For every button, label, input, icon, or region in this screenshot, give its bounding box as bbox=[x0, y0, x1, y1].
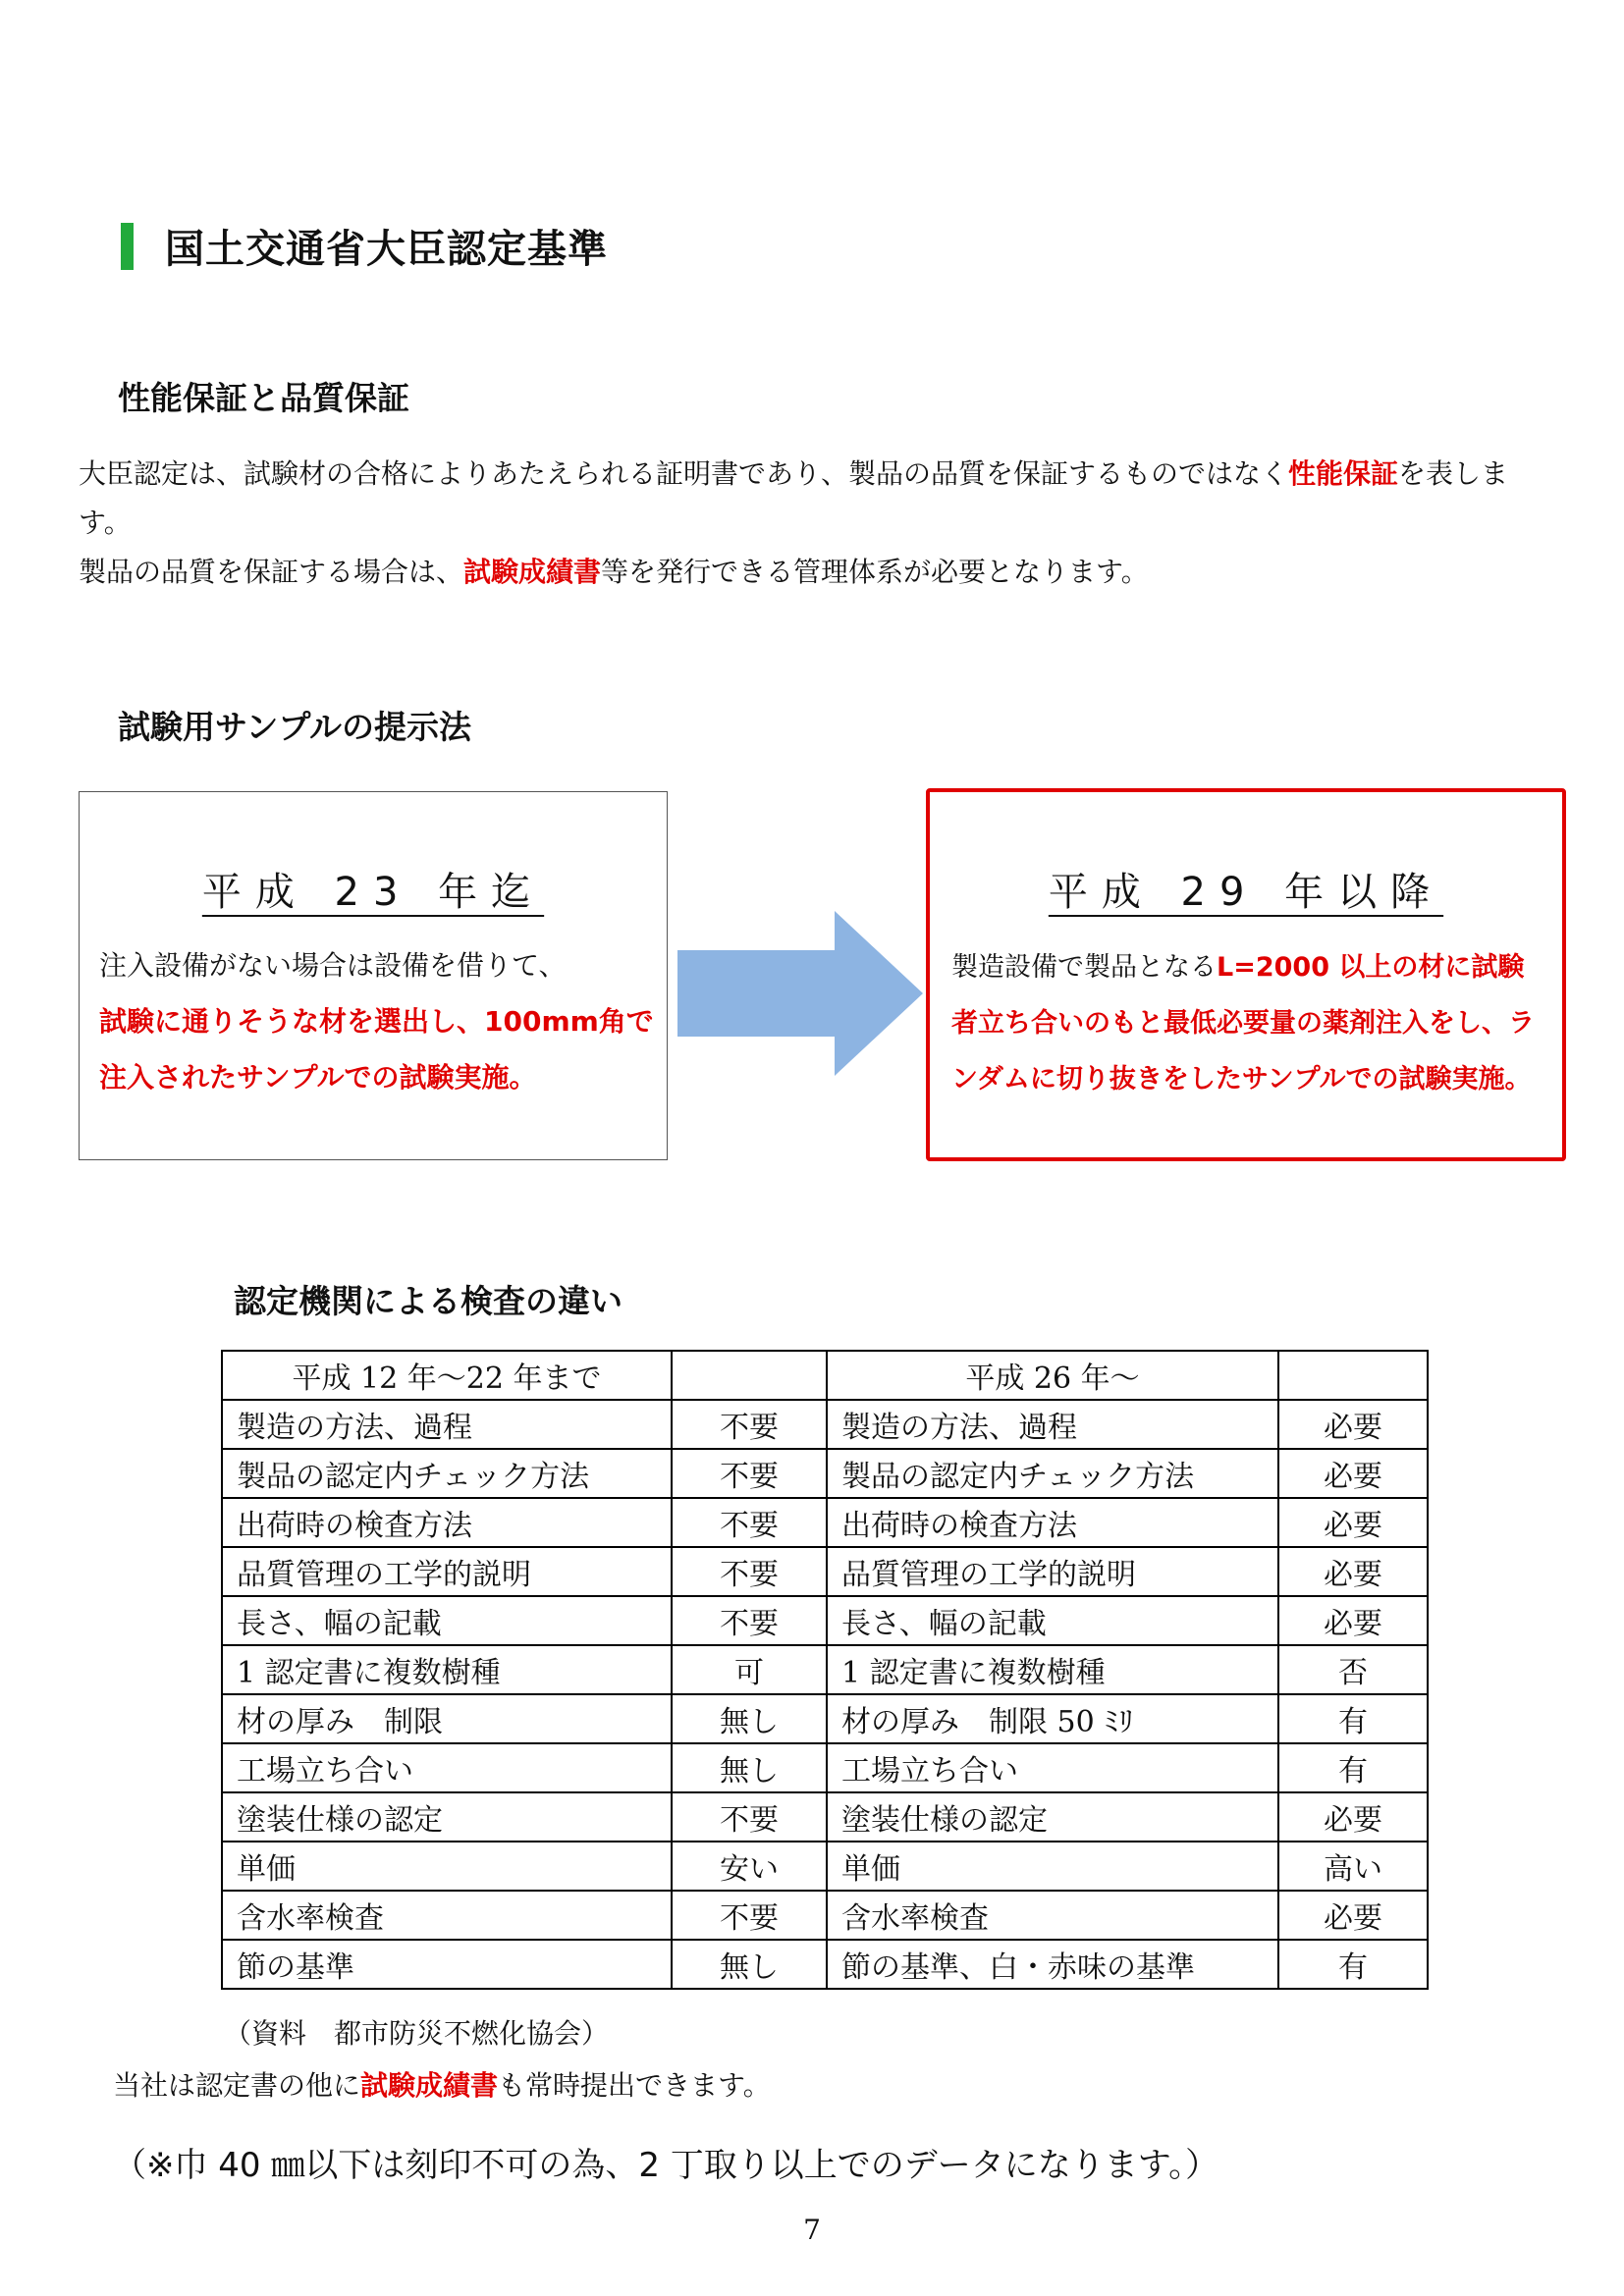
requirement-new: 否 bbox=[1278, 1645, 1428, 1694]
requirement-new: 必要 bbox=[1278, 1400, 1428, 1449]
quality-text: 製品の品質を保証する場合は、 bbox=[79, 556, 464, 588]
item-old: 1 認定書に複数樹種 bbox=[222, 1645, 672, 1694]
company-note bbox=[113, 2064, 771, 2104]
item-old: 工場立ち合い bbox=[222, 1743, 672, 1792]
item-old: 塗装仕様の認定 bbox=[222, 1792, 672, 1842]
requirement-old: 不要 bbox=[672, 1400, 827, 1449]
after-text-plain: 製造設備で製品となる bbox=[951, 952, 1217, 983]
table-row bbox=[222, 1498, 1428, 1547]
item-old: 節の基準 bbox=[222, 1940, 672, 1989]
requirement-new: 有 bbox=[1278, 1743, 1428, 1792]
item-old: 長さ、幅の記載 bbox=[222, 1596, 672, 1645]
table-row bbox=[222, 1645, 1428, 1694]
item-new: 工場立ち合い bbox=[827, 1743, 1278, 1792]
performance-heading: 性能保証と品質保証 bbox=[118, 379, 409, 417]
requirement-old: 不要 bbox=[672, 1449, 827, 1498]
item-old: 製品の認定内チェック方法 bbox=[222, 1449, 672, 1498]
performance-guarantee-highlight: 性能保証 bbox=[1288, 457, 1399, 490]
company-note-text-end: も常時提出できます。 bbox=[498, 2069, 771, 2102]
requirement-old: 無し bbox=[672, 1694, 827, 1743]
header-blank bbox=[1278, 1351, 1428, 1400]
requirement-old: 不要 bbox=[672, 1498, 827, 1547]
company-note-text: 当社は認定書の他に bbox=[113, 2069, 361, 2102]
before-text-plain: 注入設備がない場合は設備を借りて、 bbox=[99, 949, 567, 982]
table-row bbox=[222, 1743, 1428, 1792]
table-row bbox=[222, 1596, 1428, 1645]
test-report-highlight: 試験成績書 bbox=[463, 556, 602, 588]
quality-text-end: 等を発行できる管理体系が必要となります。 bbox=[601, 556, 1149, 588]
source-note: （資料 都市防災不燃化協会） bbox=[224, 2017, 610, 2050]
right-arrow-icon bbox=[677, 911, 923, 1076]
test-report-highlight: 試験成績書 bbox=[360, 2069, 499, 2102]
title-accent-bar bbox=[121, 223, 134, 270]
requirement-old: 不要 bbox=[672, 1596, 827, 1645]
item-new: 出荷時の検査方法 bbox=[827, 1498, 1278, 1547]
sample-heading: 試験用サンプルの提示法 bbox=[118, 708, 472, 746]
table-row bbox=[222, 1891, 1428, 1940]
item-new: 節の基準、白・赤味の基準 bbox=[827, 1940, 1278, 1989]
item-new: 製造の方法、過程 bbox=[827, 1400, 1278, 1449]
item-old: 含水率検査 bbox=[222, 1891, 672, 1940]
table-row bbox=[222, 1842, 1428, 1891]
item-new: 1 認定書に複数樹種 bbox=[827, 1645, 1278, 1694]
requirement-old: 不要 bbox=[672, 1547, 827, 1596]
requirement-old: 不要 bbox=[672, 1792, 827, 1842]
before-text-highlight: 試験に通りそうな材を選出し、100mm角で注入されたサンプルでの試験実施。 bbox=[99, 1005, 654, 1094]
item-new: 塗装仕様の認定 bbox=[827, 1792, 1278, 1842]
requirement-new: 必要 bbox=[1278, 1891, 1428, 1940]
item-new: 材の厚み 制限 50 ﾐﾘ bbox=[827, 1694, 1278, 1743]
header-blank bbox=[672, 1351, 827, 1400]
requirement-new: 高い bbox=[1278, 1842, 1428, 1891]
table-row bbox=[222, 1694, 1428, 1743]
table-row bbox=[222, 1547, 1428, 1596]
requirement-new: 必要 bbox=[1278, 1792, 1428, 1842]
after-method-box bbox=[926, 788, 1566, 1161]
requirement-new: 必要 bbox=[1278, 1498, 1428, 1547]
page-number: 7 bbox=[803, 2214, 821, 2246]
table-header-row bbox=[222, 1351, 1428, 1400]
before-description bbox=[99, 937, 654, 1105]
item-new: 含水率検査 bbox=[827, 1891, 1278, 1940]
performance-text-end: を表します。 bbox=[79, 457, 1509, 539]
item-new: 長さ、幅の記載 bbox=[827, 1596, 1278, 1645]
header-period-new: 平成 26 年～ bbox=[827, 1351, 1278, 1400]
requirement-new: 有 bbox=[1278, 1940, 1428, 1989]
after-description bbox=[951, 939, 1541, 1107]
table-row bbox=[222, 1400, 1428, 1449]
requirement-old: 不要 bbox=[672, 1891, 827, 1940]
performance-line-1 bbox=[79, 450, 1551, 548]
table-row bbox=[222, 1449, 1428, 1498]
item-new: 製品の認定内チェック方法 bbox=[827, 1449, 1278, 1498]
item-old: 単価 bbox=[222, 1842, 672, 1891]
requirement-new: 必要 bbox=[1278, 1449, 1428, 1498]
width-note: （※巾 40 ㎜以下は刻印不可の為、2 丁取り以上でのデータになります。） bbox=[113, 2146, 1219, 2185]
item-old: 製造の方法、過程 bbox=[222, 1400, 672, 1449]
performance-text: 大臣認定は、試験材の合格によりあたえられる証明書であり、製品の品質を保証するものではなく bbox=[79, 457, 1289, 490]
requirement-new: 必要 bbox=[1278, 1547, 1428, 1596]
requirement-new: 有 bbox=[1278, 1694, 1428, 1743]
item-old: 品質管理の工学的説明 bbox=[222, 1547, 672, 1596]
comparison-table bbox=[221, 1350, 1429, 1990]
certification-heading: 認定機関による検査の違い bbox=[234, 1282, 623, 1320]
requirement-old: 安い bbox=[672, 1842, 827, 1891]
table-row bbox=[222, 1940, 1428, 1989]
item-old: 材の厚み 制限 bbox=[222, 1694, 672, 1743]
after-text-highlight: L=2000 以上の材に試験者立ち合いのもと最低必要量の薬剤注入をし、ランダムに切り抜きをしたサンプルでの試験実施。 bbox=[951, 952, 1535, 1095]
performance-paragraph bbox=[79, 450, 1551, 597]
header-period-old: 平成 12 年～22 年まで bbox=[222, 1351, 672, 1400]
item-new: 単価 bbox=[827, 1842, 1278, 1891]
before-method-box bbox=[79, 791, 668, 1160]
item-new: 品質管理の工学的説明 bbox=[827, 1547, 1278, 1596]
before-heading: 平成 23 年迄 bbox=[201, 870, 545, 915]
performance-line-2 bbox=[79, 548, 1551, 597]
item-old: 出荷時の検査方法 bbox=[222, 1498, 672, 1547]
requirement-old: 無し bbox=[672, 1743, 827, 1792]
table-row bbox=[222, 1792, 1428, 1842]
page-title: 国土交通省大臣認定基準 bbox=[165, 227, 608, 272]
requirement-old: 無し bbox=[672, 1940, 827, 1989]
requirement-new: 必要 bbox=[1278, 1596, 1428, 1645]
requirement-old: 可 bbox=[672, 1645, 827, 1694]
after-heading: 平成 29 年以降 bbox=[1048, 870, 1444, 915]
